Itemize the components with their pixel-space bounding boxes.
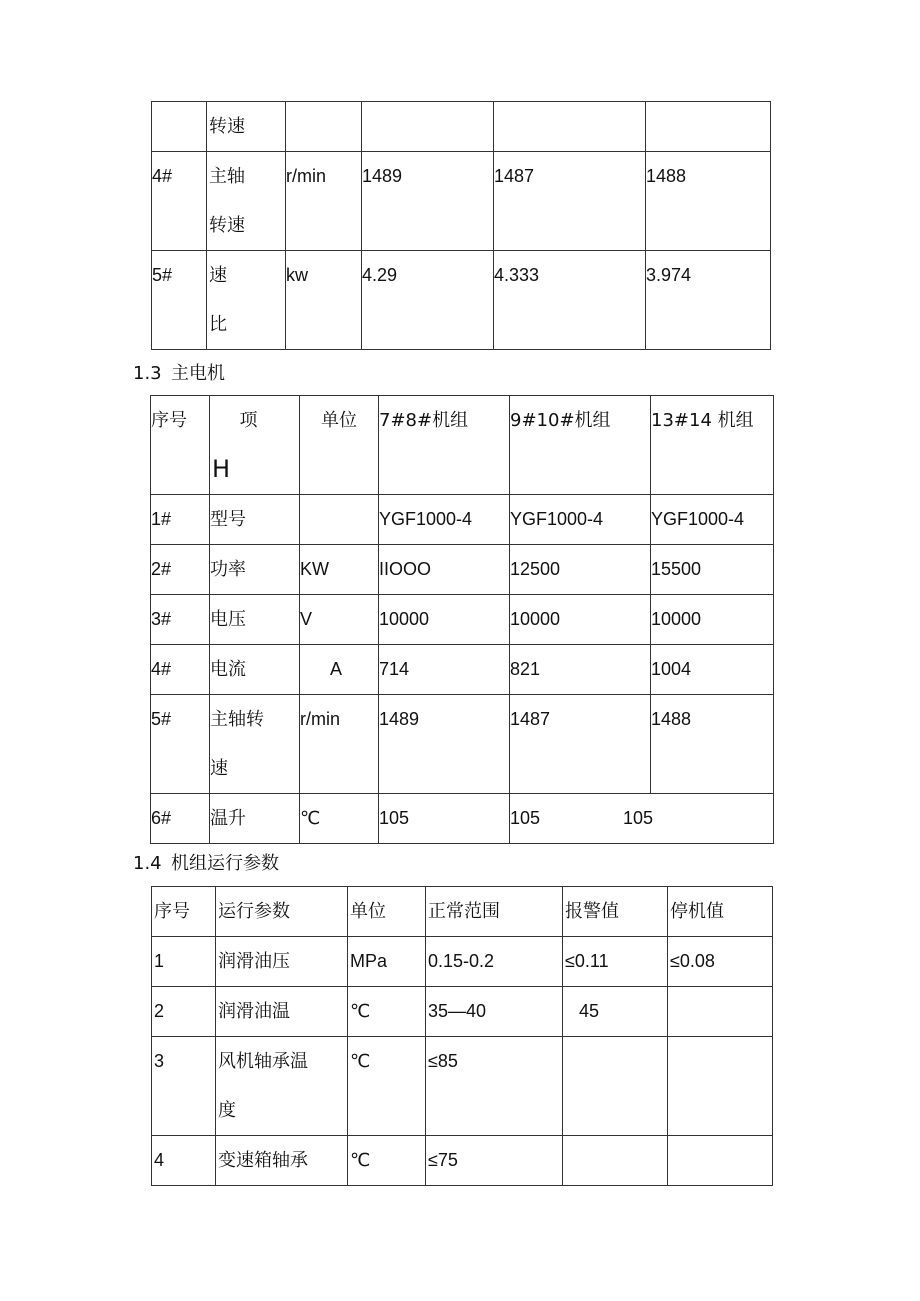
table-row [152, 1136, 773, 1186]
cell-param [216, 937, 348, 987]
cell-value: YGF1000-4 [651, 495, 774, 545]
section-number: 1.4 [133, 853, 162, 874]
cell-item [210, 794, 300, 844]
cell-value: 821 [510, 645, 651, 695]
cell-item [210, 495, 300, 545]
cell-param-line: 润滑油温 [218, 1001, 290, 1022]
cell-value: 10000 [651, 595, 774, 645]
cell-value: YGF1000-4 [379, 495, 510, 545]
cell-range: 0.15-0.2 [426, 937, 563, 987]
table-row [152, 152, 771, 251]
cell-item-line: 主轴转 [210, 709, 264, 730]
cell-value: 4.333 [494, 251, 646, 350]
table-row [151, 495, 774, 545]
cell-value: 15500 [651, 545, 774, 595]
header-col-1: 7#8#机组 [379, 396, 510, 495]
section-title: 主电机 [171, 363, 225, 384]
header-col-3: 13#14 机组 [651, 396, 774, 495]
cell-value: 1487 [494, 152, 646, 251]
cell-value: 105 [623, 808, 654, 828]
cell-value: 12500 [510, 545, 651, 595]
cell-item-line: 速 [209, 265, 227, 286]
cell-item-line: 比 [209, 314, 227, 335]
cell-value: 105 [379, 794, 510, 844]
header-alarm: 报警值 [563, 887, 668, 937]
cell-item-line: 温升 [210, 808, 246, 829]
header-item [210, 396, 300, 495]
header-no: 序号 [151, 396, 210, 495]
cell-param-line: 风机轴承温 [218, 1051, 308, 1072]
header-param: 运行参数 [216, 887, 348, 937]
cell-value-merged [510, 794, 774, 844]
cell-value: 10000 [379, 595, 510, 645]
cell-item-line: 转速 [209, 116, 245, 137]
table-row [151, 794, 774, 844]
table-row [151, 545, 774, 595]
cell-value: 1487 [510, 695, 651, 794]
cell-range: ≤75 [426, 1136, 563, 1186]
table-row [152, 251, 771, 350]
header-col-2: 9#10#机组 [510, 396, 651, 495]
cell-param [216, 1136, 348, 1186]
cell-value: IIOOO [379, 545, 510, 595]
cell-no [152, 102, 207, 152]
cell-item-line: 速 [210, 758, 228, 779]
cell-value: 714 [379, 645, 510, 695]
table-row [152, 937, 773, 987]
cell-no: 5# [151, 695, 210, 794]
cell-item [210, 695, 300, 794]
cell-value: 1004 [651, 645, 774, 695]
cell-unit [300, 495, 379, 545]
cell-item [210, 545, 300, 595]
cell-stop [668, 1136, 773, 1186]
table-header-row [151, 396, 774, 495]
cell-item [207, 152, 286, 251]
cell-item [210, 595, 300, 645]
cell-no: 5# [152, 251, 207, 350]
cell-no: 4 [152, 1136, 216, 1186]
cell-item [207, 251, 286, 350]
cell-unit: KW [300, 545, 379, 595]
table-row [152, 1037, 773, 1136]
cell-unit: ℃ [300, 794, 379, 844]
cell-item [207, 102, 286, 152]
cell-alarm: ≤0.11 [563, 937, 668, 987]
cell-value [362, 102, 494, 152]
cell-unit: kw [286, 251, 362, 350]
cell-unit: A [300, 645, 379, 695]
cell-no: 2# [151, 545, 210, 595]
header-stop: 停机值 [668, 887, 773, 937]
section-title: 机组运行参数 [171, 853, 279, 874]
cell-unit: r/min [300, 695, 379, 794]
cell-no: 1# [151, 495, 210, 545]
cell-value: 4.29 [362, 251, 494, 350]
cell-value: 1488 [651, 695, 774, 794]
cell-alarm [563, 1037, 668, 1136]
cell-item-line: 主轴 [209, 166, 245, 187]
cell-value: 1489 [379, 695, 510, 794]
cell-unit: ℃ [348, 987, 426, 1037]
cell-stop [668, 1037, 773, 1136]
cell-param-line: 润滑油压 [218, 951, 290, 972]
cell-no: 6# [151, 794, 210, 844]
cell-stop: ≤0.08 [668, 937, 773, 987]
header-unit: 单位 [300, 396, 379, 495]
cell-alarm: 45 [563, 987, 668, 1037]
table-row [151, 595, 774, 645]
header-item-line: H [212, 455, 231, 483]
cell-unit: ℃ [348, 1037, 426, 1136]
cell-range: ≤85 [426, 1037, 563, 1136]
table-header-row [152, 887, 773, 937]
cell-no: 4# [152, 152, 207, 251]
cell-item-line: 型号 [210, 509, 246, 530]
cell-no: 4# [151, 645, 210, 695]
table-motor [150, 395, 774, 844]
cell-item-line: 功率 [210, 559, 246, 580]
cell-value: 1489 [362, 152, 494, 251]
cell-value [646, 102, 771, 152]
header-unit: 单位 [348, 887, 426, 937]
cell-value: 1488 [646, 152, 771, 251]
cell-item-line: 电流 [210, 659, 246, 680]
cell-value: 105 [510, 808, 541, 828]
cell-item-line: 转速 [209, 215, 245, 236]
cell-value: 3.974 [646, 251, 771, 350]
cell-value [494, 102, 646, 152]
cell-unit: V [300, 595, 379, 645]
section-heading-1-4 [133, 852, 279, 876]
cell-item [210, 645, 300, 695]
section-heading-1-3 [133, 362, 225, 386]
header-item-line: 项 [239, 410, 258, 431]
cell-unit: MPa [348, 937, 426, 987]
cell-param-line: 度 [218, 1100, 236, 1121]
cell-unit: r/min [286, 152, 362, 251]
cell-stop [668, 987, 773, 1037]
cell-param-line: 变速箱轴承 [218, 1150, 308, 1171]
cell-param [216, 1037, 348, 1136]
cell-param [216, 987, 348, 1037]
cell-no: 3 [152, 1037, 216, 1136]
cell-value: 10000 [510, 595, 651, 645]
cell-no: 3# [151, 595, 210, 645]
table-row [152, 102, 771, 152]
cell-range: 35—40 [426, 987, 563, 1037]
table-params [151, 886, 773, 1186]
table-top [151, 101, 771, 350]
cell-no: 2 [152, 987, 216, 1037]
table-row [151, 645, 774, 695]
cell-no: 1 [152, 937, 216, 987]
cell-item-line: 电压 [210, 609, 246, 630]
header-range: 正常范围 [426, 887, 563, 937]
cell-alarm [563, 1136, 668, 1186]
table-row [152, 987, 773, 1037]
cell-unit [286, 102, 362, 152]
section-number: 1.3 [133, 363, 162, 384]
header-no: 序号 [152, 887, 216, 937]
cell-unit: ℃ [348, 1136, 426, 1186]
cell-value: YGF1000-4 [510, 495, 651, 545]
table-row [151, 695, 774, 794]
